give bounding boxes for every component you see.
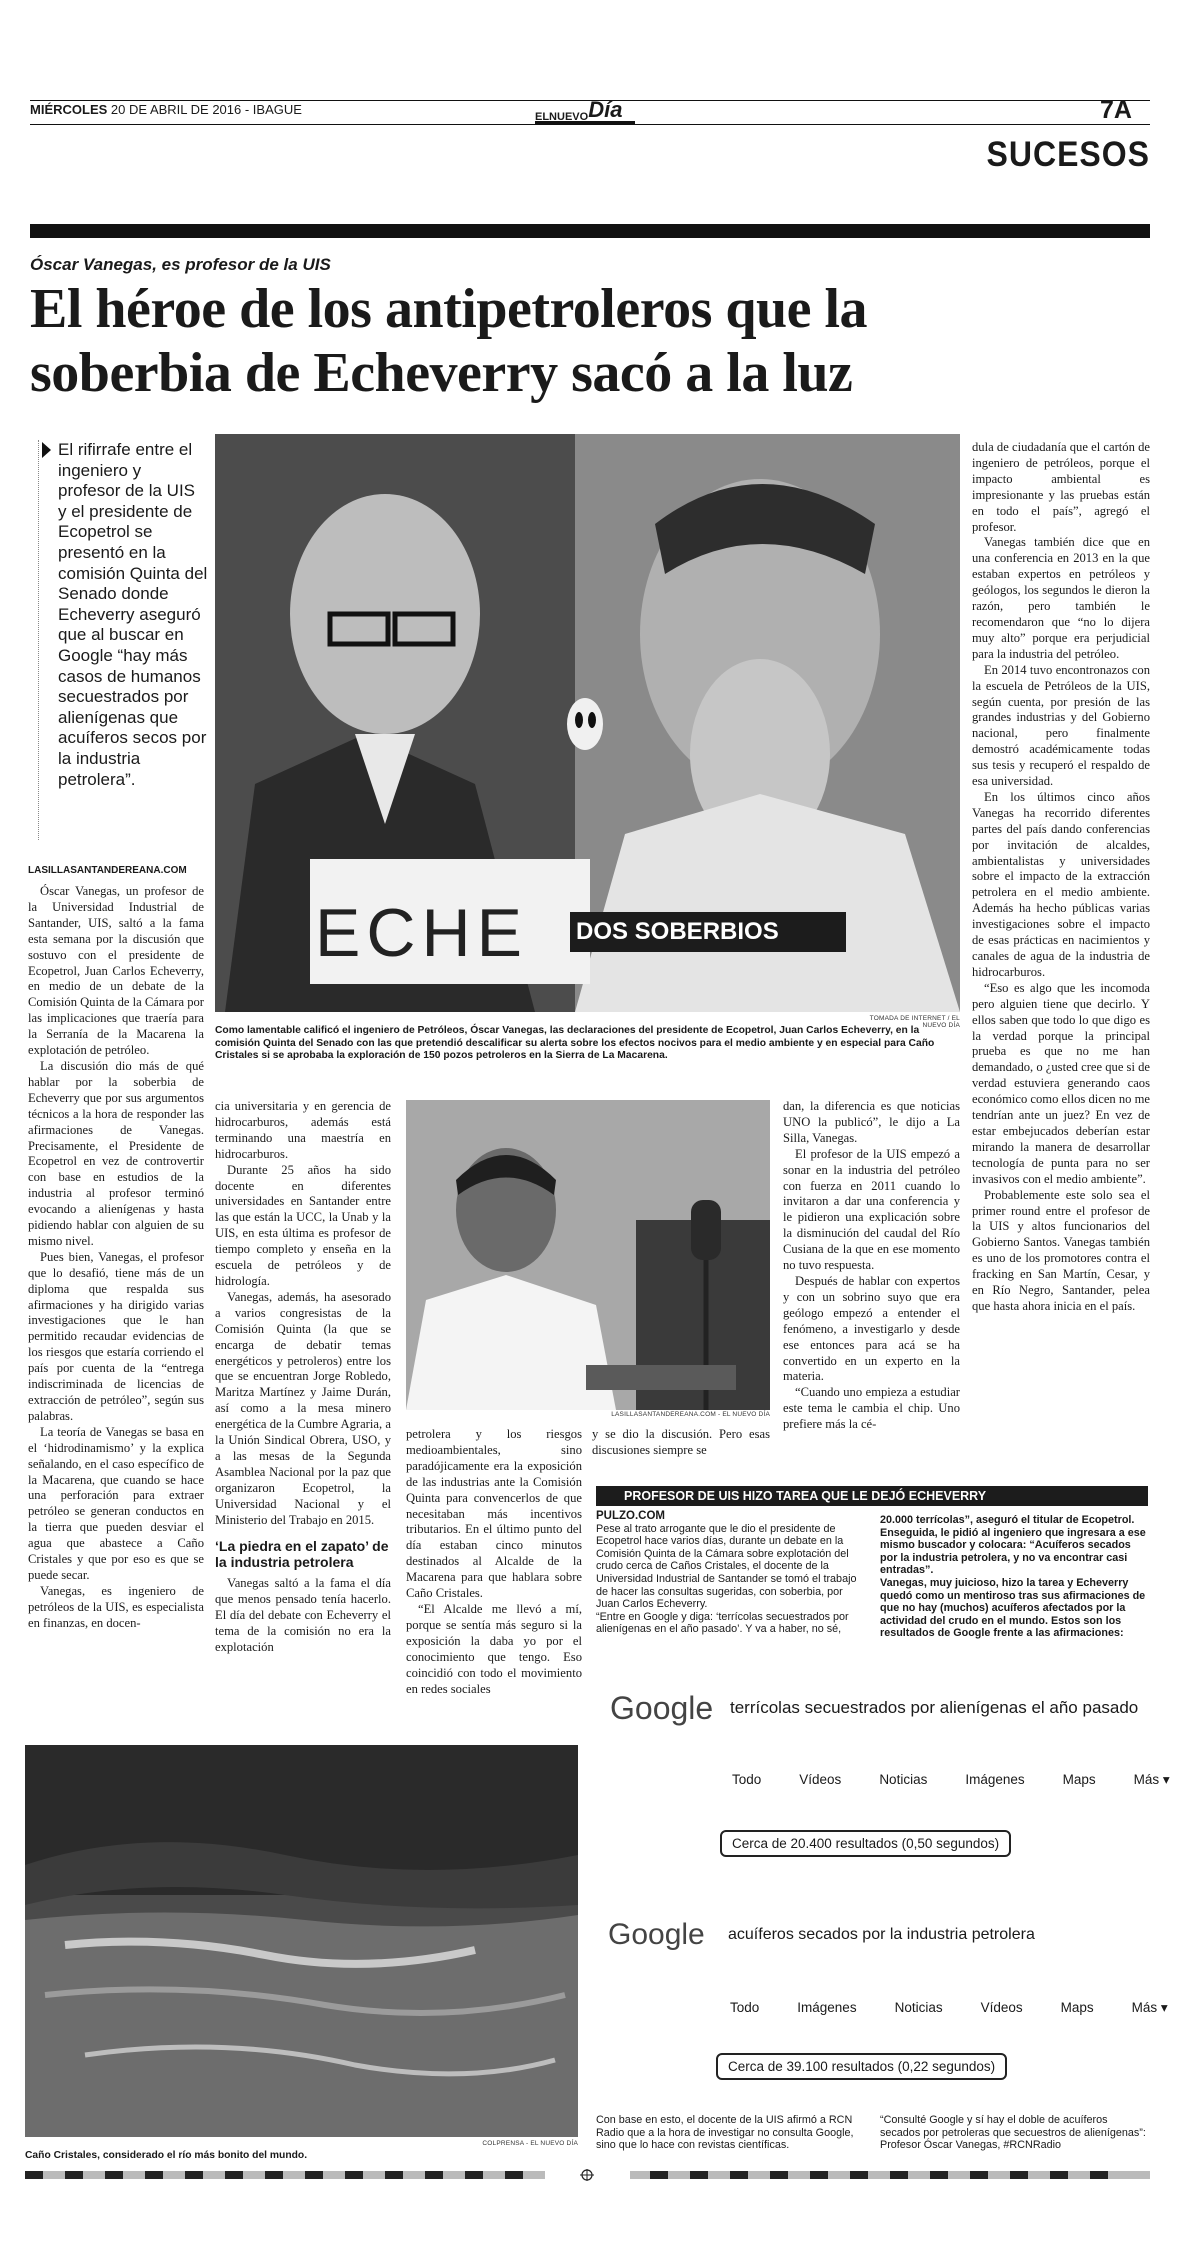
article-column-1	[28, 884, 204, 1632]
article-column-2	[215, 1099, 391, 1656]
col1-paragraph: Óscar Vanegas, un profesor de la Universidad Industrial de Santander, UIS, saltó a la fama esta semana por la discusión que sostuvo con el presidente de Ecopetrol, Juan Carlos Echeverry, en medio de un debate de la Comisión Quinta de la Cámara por las implicaciones que traería para la Serranía de la Macarena la explotación de petróleo.	[28, 884, 204, 1058]
dateline	[30, 102, 302, 117]
headline	[30, 277, 1160, 405]
article-column-3-top	[592, 1427, 770, 1459]
col3-top-paragraph: y se dio la discusión. Pero esas discusiones siempre se	[592, 1427, 770, 1457]
main-photo-caption: Como lamentable calificó el ingeniero de Petróleos, Óscar Vanegas, las declaraciones del presidente de Ecopetrol, Juan Carlos Echeverry, en la comisión Quinta del Senado con las que pretendió descalificar su alerta sobre los efectos nocivos para el medio ambiente y en especial para Caño Cristales si se aprobaba la exploración de 150 pozos petroleros en la Sierra de La Macarena.	[215, 1025, 935, 1061]
google-result-count	[720, 1830, 1011, 1857]
col5-paragraph: En los últimos cinco años Vanegas ha recorrido diferentes partes del país dando conferencias por invitación de alcaldes, ambientalistas y universidades sobre el impacto de la extracción petrolera en el medio ambiente. Además ha hecho públicas varias investigaciones sobre el impacto de esas prácticas en nacimientos y canales de agua de la industria de hidrocarburos.	[972, 789, 1150, 979]
tab-todo[interactable]: Todo	[732, 1772, 762, 1787]
col4-paragraph: El profesor de la UIS empezó a sonar en la industria del petróleo con fuerza en 2011 cuando lo invitaron a dar una conferencia y le pidieron una explicación sobre la disminución del caudal del Río Cusiana de la que en ese momento no tuvo respuesta.	[783, 1146, 960, 1273]
vanegas-photo-credit: LASILLASANTANDEREANA.COM - EL NUEVO DÍA	[611, 1411, 770, 1418]
header-rule	[30, 124, 1150, 125]
tab-imagenes[interactable]: Imágenes	[797, 2000, 857, 2015]
headline-line-1: El héroe de los antipetroleros que la	[30, 278, 868, 340]
masthead-logo	[535, 97, 635, 124]
col1-paragraph: La teoría de Vanegas se basa en el ‘hidrodinamismo’ y la explica señalando, en el caso específico de la Macarena, que cuando se hace una perforación para extraer petróleo se generan conductos en la tierra que pueden desviar el agua que abastece a Caño Cristales y que por eso es que se puede secar.	[28, 1424, 204, 1582]
print-registration-strip	[25, 2168, 1150, 2180]
col5-paragraph: “Eso es algo que les incomoda pero alguien tiene que decirlo. Y ellos saben que todo lo que digo es la verdad porque la principal prueba es que no me han demandado, o ¿usted cree que si de verdad estuviera generando caos económico como ellos dicen no me tendrían ante un juez? En vez de estar embejucados deberían estar mirando la manera de desarrollar tecnología de punta para no ser invasivos con el medio ambiente”.	[972, 980, 1151, 1186]
tab-imagenes[interactable]: Imágenes	[965, 1772, 1025, 1787]
article-column-3	[406, 1427, 582, 1697]
pullquote-arrow-icon	[42, 442, 51, 458]
col2-paragraph: Durante 25 años ha sido docente en diferentes universidades en Santander entre las que están la UCC, la Unab y la UIS, en esta última es profesor de tiempo completo y enseña en la escuela de petróleos y de hidrología.	[215, 1162, 391, 1288]
col4-paragraph: “Cuando uno empieza a estudiar este tema le cambia el chip. Uno prefiere más la cé-	[783, 1385, 960, 1432]
byline: LASILLASANTANDEREANA.COM	[28, 865, 187, 876]
sidebar-right-paragraph: 20.000 terrícolas”, aseguró el titular de Ecopetrol. Enseguida, le pidió al ingeniero que ingresara a ese mismo buscador y colocara: “Acuíferos secados por la industria petrolera, y no va encontrar casi entradas”.	[880, 1514, 1146, 1577]
google-query: acuíferos secados por la industria petrolera	[728, 1926, 1035, 1943]
sidebar-right-paragraph-2: Vanegas, muy juicioso, hizo la tarea y Echeverry quedó como un mentiroso tras sus afirmaciones de que no hay (muchos) acuíferos afectados por la actividad del crudo en el mundo. Estos son los resultados de Google frente a las afirmaciones:	[880, 1576, 1146, 1640]
article-column-4	[783, 1099, 960, 1433]
vanegas-photo-art	[406, 1100, 770, 1410]
sidebar-right-text	[880, 1514, 1148, 1640]
tab-videos[interactable]: Vídeos	[980, 2000, 1023, 2015]
col5-paragraph: dula de ciudadanía que el cartón de ingeniero de petróleos, porque el impacto ambiental es impresionante y las pruebas están en todo el país”, agregó el profesor.	[972, 440, 1150, 534]
photo-banner: DOS SOBERBIOS	[570, 912, 846, 952]
registration-marks	[25, 2169, 1150, 2181]
google-tabs	[732, 1772, 1180, 1788]
vanegas-photo	[406, 1100, 770, 1410]
google-logo: Google	[608, 1918, 705, 1951]
col2-paragraph: Vanegas saltó a la fama el día que menos pensado tenía hacerlo. El día del debate con Echeverry el tema de la comisión no era la explotación	[215, 1576, 391, 1655]
sidebar-footer-right: “Consulté Google y sí hay el doble de acuíferos secados por petroleras que secuestros de alienígenas”: Profesor Óscar Vanegas, #RCNRadio	[880, 2114, 1146, 2152]
col3-paragraph: petrolera y los riesgos medioambientales, sino paradójicamente era la exposición de las industrias ante la Comisión Quinta para convencerlos de que necesitaban más incentivos tributarios. En el último punto del día estaban cinco minutos destinados al Alcalde de la Macarena para que hablara sobre Caño Cristales.	[406, 1427, 582, 1601]
col4-paragraph: Después de hablar con expertos y con un sobrino suyo que era geólogo empezó a entender el fenómeno, a investigarlo y desde ese entonces para acá se ha convertido en un experto en la materia.	[783, 1273, 960, 1384]
dateline-day: MIÉRCOLES	[30, 102, 108, 117]
logo-dia: Día	[588, 97, 623, 122]
page-number: 7A	[1100, 96, 1132, 124]
col2-paragraph: cia universitaria y en gerencia de hidrocarburos, además está terminando una maestría en hidrocarburos.	[215, 1099, 391, 1161]
headline-line-2: soberbia de Echeverry sacó a la luz	[30, 342, 853, 404]
tab-noticias[interactable]: Noticias	[879, 1772, 928, 1787]
col3-paragraph: “El Alcalde me llevó a mí, porque se sentía más seguro si la exposición la daba yo por el conocimiento que tengo. Eso coincidió con todo el movimiento en redes sociales	[406, 1601, 582, 1696]
google-tabs	[730, 2000, 1180, 2016]
dateline-rest: 20 DE ABRIL DE 2016 - IBAGUE	[110, 102, 302, 117]
river-photo	[25, 1745, 578, 2137]
tab-mas[interactable]: Más ▾	[1133, 1772, 1170, 1787]
tab-todo[interactable]: Todo	[730, 2000, 760, 2015]
google-screenshot-2	[600, 1898, 1168, 2098]
google-query: terrícolas secuestrados por alienígenas el año pasado	[730, 1698, 1139, 1717]
river-photo-credit: COLPRENSA - EL NUEVO DÍA	[482, 2140, 578, 2147]
river-photo-art	[25, 1745, 578, 2137]
sidebar-left-text	[596, 1510, 860, 1636]
section-title: SUCESOS	[986, 134, 1150, 174]
col5-paragraph: Vanegas también dice que en una conferencia en 2013 en la que estaban expertos en petróleos y geólogos, los segundos le dieron la razón, pero también le recomendaron que “no lo dijera muy alto” porque era perjudicial para la industria del petróleo.	[972, 535, 1150, 661]
col4-paragraph: dan, la diferencia es que noticias UNO la publicó”, le dijo a La Silla, Vanegas.	[783, 1099, 960, 1145]
tab-noticias[interactable]: Noticias	[894, 2000, 943, 2015]
pullquote-rule	[38, 440, 40, 840]
col2-paragraph: Vanegas, además, ha asesorado a varios congresistas de la Comisión Quinta (la que se encarga de debatir temas energéticos y petroleros) entre los que se encuentran Jorge Robledo, Maritza Martínez y Jaime Durán, así como a la mesa minero energética de la Cumbre Agraria, a la Unión Sindical Obrera, USO, y a las mesas de la Segunda Asamblea Nacional por la paz que organizaron Ecopetrol, la Universidad Nacional y el Ministerio del Trabajo en 2015.	[215, 1289, 391, 1527]
result-count-box: Cerca de 39.100 resultados (0,22 segundos)	[716, 2053, 1007, 2080]
col5-paragraph: Probablemente este solo sea el primer round entre el profesor de la UIS y altos funcionarios del Gobierno Santos. Vanegas también es uno de los promotores contra el fracking en San Martín, Cesar, y en Río Negro, Santander, pelea que hasta ahora inicia en el país.	[972, 1187, 1150, 1313]
kicker: Óscar Vanegas, es profesor de la UIS	[30, 255, 331, 274]
google-logo: Google	[610, 1690, 714, 1726]
col1-paragraph: La discusión dio más de qué hablar por la soberbia de Echeverry que por sus argumentos técnicos a la hora de responder las afirmaciones de Vanegas. Precisamente, el Presidente de Ecopetrol en vez de controvertir con base en estudios de la industria al profesor terminó evocando a alienígenas y hasta pidiendo hablar con alguien de su mismo nivel.	[28, 1058, 204, 1248]
river-photo-caption: Caño Cristales, considerado el río más bonito del mundo.	[25, 2150, 308, 2161]
article-column-5	[972, 440, 1150, 1315]
google-screenshot-1	[600, 1670, 1170, 1870]
pullquote: El rifirrafe entre el ingeniero y profesor de la UIS y el presidente de Ecopetrol se presentó en la comisión Quinta del Senado donde Echeverry aseguró que al buscar en Google “hay más casos de humanos secuestrados por alienígenas que acuíferos secos por la industria petrolera”.	[58, 440, 208, 789]
col1-paragraph: Vanegas, es ingeniero de petróleos de la UIS, es especialista en finanzas, en docen-	[28, 1583, 204, 1630]
section-bar	[30, 224, 1150, 238]
nameplate-sign: ECHE	[315, 895, 528, 971]
sidebar-title: PROFESOR DE UIS HIZO TAREA QUE LE DEJÓ ECHEVERRY	[596, 1486, 1148, 1506]
sidebar-source: PULZO.COM	[596, 1510, 665, 1522]
subhead: ‘La piedra en el zapato’ de la industria petrolera	[215, 1538, 389, 1571]
tab-videos[interactable]: Vídeos	[799, 1772, 842, 1787]
sidebar-left-paragraph: Pese al trato arrogante que le dio el presidente de Ecopetrol hace varios días, durante un debate en la Comisión Quinta de la Cámara sobre explotación del crudo cerca de Caños Cristales, el docente de la Universidad Industrial de Santander se tomó el trabajo de hacer las consultas sugeridas, con soberbia, por Juan Carlos Echeverry.	[596, 1522, 857, 1611]
tab-maps[interactable]: Maps	[1062, 1772, 1096, 1787]
col5-paragraph: En 2014 tuvo encontronazos con la escuela de Petróleos de la UIS, según cuenta, por presión de las grandes industrias y del Gobierno nacional, pero finalmente demostró académicamente todas sus tesis y recuperó el respaldo de esa universidad.	[972, 662, 1150, 789]
main-photo	[215, 434, 960, 1012]
tab-mas[interactable]: Más ▾	[1131, 2000, 1168, 2015]
sidebar-left-paragraph-2: “Entre en Google y diga: ‘terrícolas secuestrados por alienígenas en el año pasado’. Y va a haber, no sé,	[596, 1610, 849, 1636]
logo-main: ELNUEVO	[535, 111, 589, 123]
main-photo-credit: TOMADA DE INTERNET / EL NUEVO DÍA	[869, 1015, 960, 1029]
col1-paragraph: Pues bien, Vanegas, el profesor que lo desafió, tiene más de un diploma que respalda sus afirmaciones y ha dirigido varias investigaciones que le han permitido recaudar evidencias de los riesgos que estaría corriendo el país por cuenta de la “entrega indiscriminada de licencias de extracción de petróleo”, según sus palabras.	[28, 1249, 204, 1423]
result-count-box: Cerca de 20.400 resultados (0,50 segundos)	[720, 1830, 1011, 1857]
tab-maps[interactable]: Maps	[1060, 2000, 1094, 2015]
google-result-count	[716, 2053, 1007, 2080]
sidebar-footer-left: Con base en esto, el docente de la UIS afirmó a RCN Radio que a la hora de investigar no consulta Google, sino que lo hace con revistas científicas.	[596, 2114, 854, 2152]
